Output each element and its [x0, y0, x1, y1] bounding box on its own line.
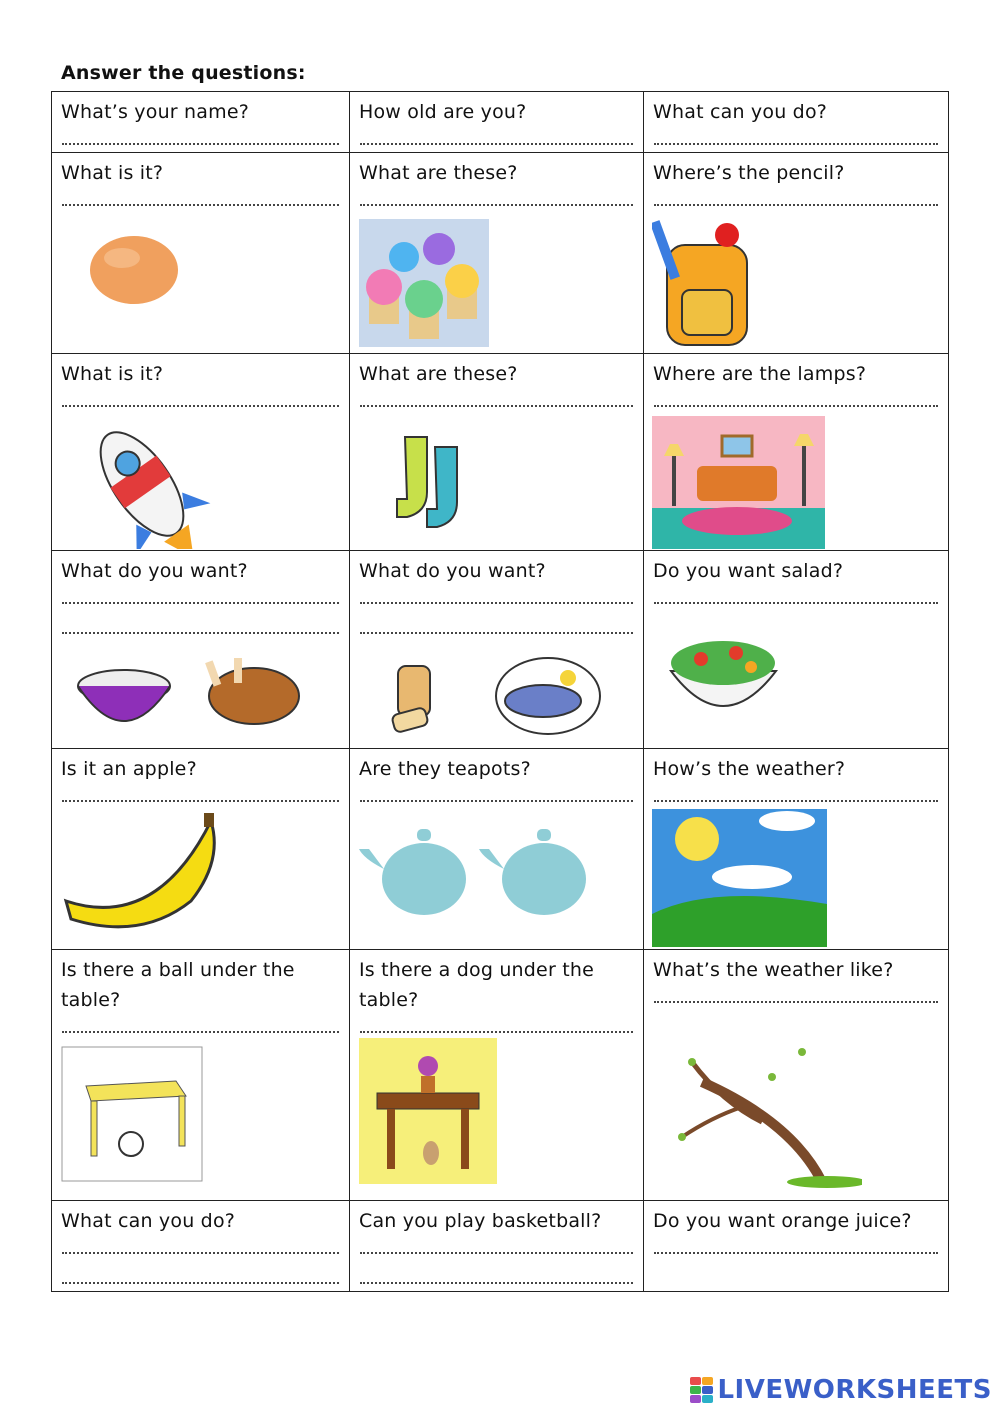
question-text: Where’s the pencil? [653, 162, 845, 184]
answer-line[interactable] [360, 1017, 633, 1033]
question-text: What are these? [359, 363, 518, 385]
question-text: Are they teapots? [359, 758, 531, 780]
socks-picture [395, 432, 485, 532]
question-cell [52, 153, 350, 354]
answer-line[interactable] [654, 190, 938, 206]
question-text: What is it? [61, 363, 164, 385]
question-cell [52, 92, 350, 153]
answer-line[interactable] [360, 1268, 633, 1284]
question-cell [350, 551, 644, 749]
logo-icon [690, 1377, 713, 1403]
answer-line[interactable] [360, 618, 633, 634]
answer-line[interactable] [62, 1017, 339, 1033]
answer-line[interactable] [62, 786, 339, 802]
answer-line[interactable] [654, 391, 938, 407]
answer-line[interactable] [654, 786, 938, 802]
answer-line[interactable] [360, 588, 633, 604]
answer-line[interactable] [360, 786, 633, 802]
table-with-ball-picture [61, 1046, 203, 1182]
question-text: How old are you? [359, 101, 527, 123]
question-cell [644, 92, 949, 153]
question-cell [52, 1201, 350, 1292]
question-cell [52, 950, 350, 1201]
question-text: Do you want salad? [653, 560, 844, 582]
question-cell [644, 551, 949, 749]
question-text: Is there a ball under the table? [61, 959, 295, 1011]
question-cell [644, 749, 949, 950]
worksheet-heading: Answer the questions: [61, 62, 306, 84]
question-text: Can you play basketball? [359, 1210, 602, 1232]
question-text: What do you want? [61, 560, 248, 582]
answer-line[interactable] [62, 618, 339, 634]
question-cell [350, 153, 644, 354]
question-cell [52, 551, 350, 749]
logo-text: LIVEWORKSHEETS [717, 1375, 992, 1405]
question-cell [52, 354, 350, 551]
windy-tree-picture [652, 1022, 862, 1192]
liveworksheets-logo [690, 1375, 992, 1405]
answer-line[interactable] [62, 1238, 339, 1254]
answer-line[interactable] [360, 129, 633, 145]
schoolbag-picture [652, 215, 762, 350]
question-cell [350, 354, 644, 551]
answer-line[interactable] [360, 190, 633, 206]
question-cell [644, 354, 949, 551]
banana-picture [61, 811, 221, 931]
answer-line[interactable] [62, 129, 339, 145]
answer-line[interactable] [62, 190, 339, 206]
sunny-sky-picture [652, 809, 827, 947]
answer-line[interactable] [654, 1238, 938, 1254]
answer-line[interactable] [654, 987, 938, 1003]
question-text: How’s the weather? [653, 758, 846, 780]
question-text: Is there a dog under the table? [359, 959, 594, 1011]
question-text: Is it an apple? [61, 758, 197, 780]
question-text: What is it? [61, 162, 164, 184]
teapots-picture [359, 824, 609, 924]
rice-and-chicken-picture [74, 656, 309, 736]
cupcakes-picture [359, 219, 489, 347]
question-text: What do you want? [359, 560, 546, 582]
question-text: What can you do? [61, 1210, 236, 1232]
answer-line[interactable] [62, 1268, 339, 1284]
answer-line[interactable] [62, 588, 339, 604]
living-room-picture [652, 416, 825, 549]
question-cell [350, 950, 644, 1201]
question-text: Do you want orange juice? [653, 1210, 912, 1232]
answer-line[interactable] [360, 391, 633, 407]
table-with-cat-picture [359, 1038, 497, 1184]
question-cell [350, 749, 644, 950]
question-text: What are these? [359, 162, 518, 184]
question-text: What’s the weather like? [653, 959, 894, 981]
egg-picture [82, 228, 182, 308]
answer-line[interactable] [62, 391, 339, 407]
salad-picture [666, 631, 781, 716]
question-text: What’s your name? [61, 101, 250, 123]
rocket-picture [67, 414, 217, 549]
answer-line[interactable] [360, 1238, 633, 1254]
question-cell [52, 749, 350, 950]
bread-and-fish-picture [388, 656, 608, 736]
question-cell [350, 92, 644, 153]
answer-line[interactable] [654, 588, 938, 604]
question-text: What can you do? [653, 101, 828, 123]
question-cell [644, 950, 949, 1201]
question-text: Where are the lamps? [653, 363, 867, 385]
question-cell [350, 1201, 644, 1292]
answer-line[interactable] [654, 129, 938, 145]
questions-table [51, 91, 949, 1292]
question-cell [644, 153, 949, 354]
question-cell [644, 1201, 949, 1292]
